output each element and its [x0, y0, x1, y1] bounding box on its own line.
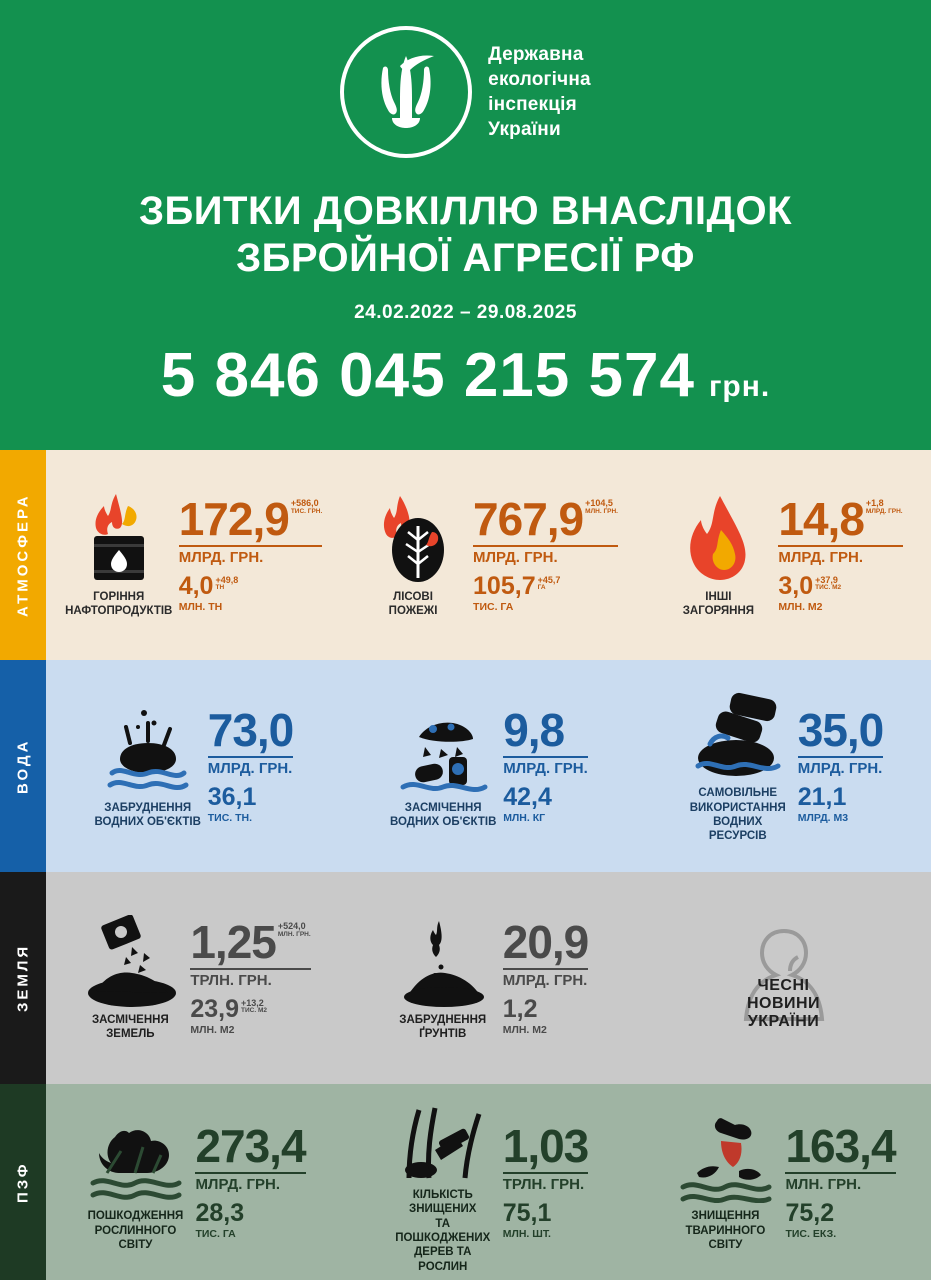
primary-delta	[278, 922, 311, 938]
card-caption: ЗНИЩЕННЯ ТВАРИННОГО СВІТУ	[685, 1210, 766, 1252]
section-water	[0, 660, 931, 872]
org-name-line-3: інспекція	[488, 94, 577, 115]
card-water-resources-use	[636, 684, 931, 848]
card-caption: САМОВІЛЬНЕ ВИКОРИСТАННЯ ВОДНИХ РЕСУРСІВ	[689, 787, 786, 843]
secondary-unit: МЛН. М2	[502, 1023, 547, 1036]
primary-value-row	[207, 704, 294, 757]
primary-value: 73,0	[207, 704, 294, 757]
card-other-fires	[636, 488, 931, 623]
primary-unit: МЛРД. ГРН.	[503, 968, 589, 989]
primary-value-row	[190, 916, 311, 969]
icon-col	[389, 703, 497, 830]
primary-delta-value: +586,0	[290, 498, 319, 509]
section-atmosphere	[0, 450, 931, 660]
primary-delta-unit: МЛРД. ГРН.	[865, 507, 903, 515]
section-label-pzf: ПЗФ	[0, 1084, 46, 1280]
secondary-unit: МЛН. КГ	[503, 811, 546, 824]
primary-value-row	[502, 916, 589, 969]
card-caption: ПОШКОДЖЕННЯ РОСЛИННОГО СВІТУ	[87, 1210, 184, 1252]
burning-oil-barrel-icon	[76, 492, 162, 584]
primary-value: 172,9	[178, 493, 289, 546]
primary-value: 273,4	[195, 1120, 306, 1173]
primary-delta-value: +1,8	[865, 498, 884, 509]
primary-unit: МЛН. ГРН.	[785, 1172, 895, 1193]
card-values	[778, 493, 903, 613]
oil-spill-water-icon	[100, 703, 196, 795]
damaged-flora-icon	[87, 1111, 183, 1203]
card-values	[502, 916, 589, 1036]
primary-delta-value: +524,0	[277, 921, 306, 932]
secondary-value: 21,1	[797, 782, 847, 811]
secondary-delta	[815, 576, 841, 592]
cards-pzf	[46, 1084, 931, 1280]
secondary-value: 42,4	[503, 782, 552, 811]
primary-value: 20,9	[502, 916, 589, 969]
secondary-value: 28,3	[195, 1198, 245, 1227]
secondary-value: 23,9	[190, 994, 239, 1023]
icon-col	[359, 492, 467, 619]
secondary-unit: ТИС. ЕКЗ.	[785, 1227, 837, 1240]
primary-unit: МЛРД. ГРН.	[473, 545, 618, 566]
secondary-value: 105,7	[473, 571, 536, 600]
secondary-value-row	[195, 1198, 245, 1227]
primary-value: 1,03	[502, 1120, 589, 1173]
secondary-unit: МЛН. М2	[190, 1023, 235, 1036]
primary-delta	[866, 499, 903, 515]
card-soil-littering	[46, 911, 341, 1046]
secondary-delta	[241, 999, 267, 1015]
felled-trees-icon	[395, 1090, 491, 1182]
secondary-unit: ТИС. ТН.	[207, 811, 253, 824]
secondary-value-row	[207, 782, 257, 811]
primary-unit: МЛРД. ГРН.	[503, 756, 588, 777]
primary-value: 163,4	[785, 1120, 896, 1173]
primary-value: 35,0	[797, 704, 884, 757]
card-values	[502, 1120, 589, 1240]
icon-col	[664, 492, 772, 619]
primary-value: 767,9	[473, 493, 584, 546]
water-debris-icon	[395, 703, 491, 795]
primary-value-row	[503, 704, 565, 757]
card-values	[785, 1120, 896, 1240]
page-title-line-1: ЗБИТКИ ДОВКІЛЛЮ ВНАСЛІДОК	[138, 189, 793, 233]
organization-name	[488, 42, 591, 142]
broken-pipe-icon	[690, 688, 786, 780]
card-fauna-destruction	[636, 1107, 931, 1256]
primary-delta	[291, 499, 322, 515]
primary-value: 1,25	[190, 916, 276, 969]
secondary-value: 75,1	[502, 1198, 552, 1227]
secondary-value-row	[178, 571, 239, 600]
card-water-pollution	[46, 699, 341, 834]
card-caption: ЗАБРУДНЕННЯ ВОДНИХ ОБ'ЄКТІВ	[94, 801, 201, 828]
card-caption: ГОРІННЯ НАФТОПРОДУКТІВ	[65, 590, 173, 617]
card-values	[797, 704, 884, 824]
card-caption: ЗАБРУДНЕННЯ ҐРУНТІВ	[399, 1013, 487, 1040]
secondary-value-row	[502, 1198, 552, 1227]
cards-water	[46, 660, 931, 872]
card-destroyed-trees	[341, 1086, 636, 1278]
cards-atmosphere	[46, 450, 931, 660]
primary-unit: МЛРД. ГРН.	[798, 756, 884, 777]
secondary-unit: МЛН. ТН	[178, 600, 223, 613]
secondary-unit: МЛН. ШТ.	[502, 1227, 551, 1240]
card-flora-damage	[46, 1107, 341, 1256]
primary-value-row	[195, 1120, 306, 1173]
primary-value-row	[502, 1120, 589, 1173]
secondary-value: 1,2	[502, 994, 538, 1023]
header	[0, 0, 931, 450]
dead-fauna-icon	[677, 1111, 773, 1203]
card-values	[207, 704, 294, 824]
org-name-line-2: екологічна	[488, 68, 591, 90]
card-caption: ЗАСМІЧЕННЯ ЗЕМЕЛЬ	[91, 1013, 169, 1040]
soil-pollution-icon	[395, 915, 491, 1007]
secondary-value-row	[503, 782, 552, 811]
secondary-delta-value: +49,8	[215, 574, 239, 585]
card-values	[473, 493, 618, 613]
primary-value-row	[797, 704, 884, 757]
secondary-delta	[215, 576, 238, 592]
card-forest-fires	[341, 488, 636, 623]
secondary-unit: МЛН. М2	[778, 600, 823, 613]
secondary-value-row	[473, 571, 561, 600]
secondary-value-row	[502, 994, 538, 1023]
section-label-atmosphere: АТМОСФЕРА	[0, 450, 46, 660]
secondary-delta-unit: ГА	[537, 584, 546, 592]
news-badge-line-1: ЧЕСНІ	[757, 977, 810, 995]
secondary-delta-unit: ТИС. М2	[815, 584, 842, 592]
primary-value: 14,8	[778, 493, 864, 546]
grand-total-currency: грн.	[708, 370, 771, 404]
secondary-unit: МЛРД. М3	[797, 811, 849, 824]
section-land	[0, 872, 931, 1084]
org-name-line-4: України	[488, 119, 561, 141]
secondary-value-row	[190, 994, 267, 1023]
secondary-unit: ТИС. ГА	[195, 1227, 236, 1240]
primary-value-row	[473, 493, 618, 546]
card-caption: ЛІСОВІ ПОЖЕЖІ	[388, 590, 438, 617]
news-badge-line-3: УКРАЇНИ	[747, 1013, 820, 1031]
burning-tree-icon	[370, 492, 456, 584]
primary-delta-unit: ТИС. ГРН.	[290, 507, 323, 515]
primary-unit: МЛРД. ГРН.	[179, 545, 323, 566]
card-values	[178, 493, 323, 613]
cards-land	[46, 872, 931, 1084]
trident-emblem-icon	[340, 26, 472, 158]
icon-col	[94, 703, 202, 830]
primary-value: 9,8	[503, 704, 565, 757]
secondary-delta	[538, 576, 561, 592]
grand-total	[0, 340, 931, 411]
org-name-line-1: Державна	[488, 43, 584, 65]
secondary-value-row	[797, 782, 847, 811]
news-badge-text	[724, 977, 844, 1031]
icon-col	[65, 492, 173, 619]
card-caption: КІЛЬКІСТЬ ЗНИЩЕНИХ ТА ПОШКОДЖЕНИХ ДЕРЕВ ТА РОСЛИН	[395, 1188, 491, 1273]
primary-unit: ТРЛН. ГРН.	[190, 968, 310, 989]
icon-col	[389, 915, 497, 1042]
primary-delta-value: +104,5	[585, 498, 613, 509]
secondary-delta-value: +45,7	[537, 574, 561, 585]
secondary-value: 75,2	[785, 1198, 835, 1227]
secondary-delta-value: +37,9	[815, 574, 838, 585]
flame-icon	[675, 492, 761, 584]
primary-unit: МЛРД. ГРН.	[778, 545, 902, 566]
section-label-water: ВОДА	[0, 660, 46, 872]
card-caption: ЗАСМІЧЕННЯ ВОДНИХ ОБ'ЄКТІВ	[389, 801, 497, 828]
secondary-value-row	[778, 571, 842, 600]
grand-total-value: 5 846 045 215 574	[160, 341, 695, 411]
news-badge	[636, 919, 931, 1037]
page-title-line-2: ЗБРОЙНОЇ АГРЕСІЇ РФ	[236, 236, 695, 281]
primary-value-row	[178, 493, 323, 546]
secondary-value: 4,0	[178, 571, 214, 600]
icon-col	[389, 1090, 497, 1274]
icon-col	[684, 688, 792, 844]
secondary-unit: ТИС. ГА	[473, 600, 514, 613]
icon-col	[671, 1111, 779, 1252]
secondary-delta-unit: ТИС. М2	[241, 1007, 267, 1015]
page-title	[0, 188, 931, 282]
news-badge-line-2: НОВИНИ	[746, 995, 821, 1013]
section-pzf	[0, 1084, 931, 1280]
secondary-value: 3,0	[778, 571, 814, 600]
primary-value-row	[778, 493, 903, 546]
card-soil-pollution	[341, 911, 636, 1046]
primary-delta	[585, 499, 618, 515]
secondary-value: 36,1	[207, 782, 257, 811]
news-badge-inner	[724, 923, 844, 1033]
card-values	[503, 704, 588, 824]
primary-delta-unit: МЛН. ГРН.	[277, 930, 311, 938]
primary-value-row	[785, 1120, 896, 1173]
soil-littering-icon	[82, 915, 178, 1007]
section-label-land: ЗЕМЛЯ	[0, 872, 46, 1084]
primary-unit: ТРЛН. ГРН.	[503, 1172, 589, 1193]
secondary-delta-value: +13,2	[241, 997, 264, 1008]
logo-row	[0, 22, 931, 162]
primary-unit: МЛРД. ГРН.	[208, 756, 294, 777]
card-values	[195, 1120, 306, 1240]
primary-unit: МЛРД. ГРН.	[195, 1172, 305, 1193]
primary-delta-unit: МЛН. ГРН.	[585, 507, 618, 515]
icon-col	[81, 1111, 189, 1252]
secondary-delta-unit: ТН	[215, 584, 225, 592]
secondary-value-row	[785, 1198, 835, 1227]
card-caption: ІНШІ ЗАГОРЯННЯ	[682, 590, 755, 617]
card-values	[190, 916, 311, 1036]
icon-col	[76, 915, 184, 1042]
card-oil-burning	[46, 488, 341, 623]
card-water-littering	[341, 699, 636, 834]
date-range: 24.02.2022 – 29.08.2025	[354, 302, 577, 324]
